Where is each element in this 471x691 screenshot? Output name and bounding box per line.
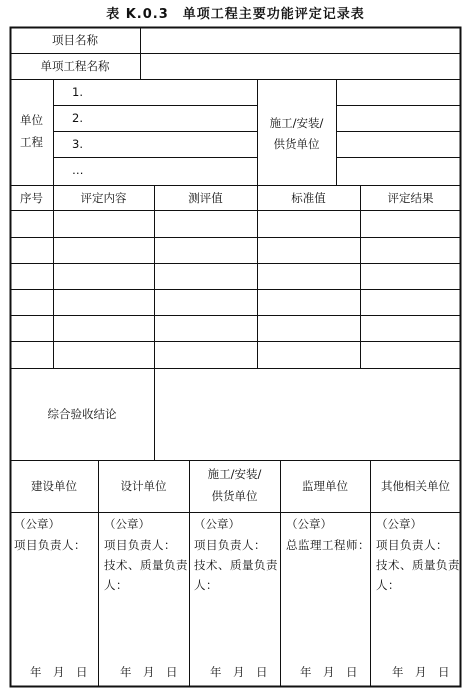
party-seal-other: （公章） [376, 517, 422, 531]
party-date-other: 年 月 日 [392, 665, 450, 679]
header-no: 序号 [20, 191, 43, 205]
party-seal-supervision: （公章） [286, 517, 332, 531]
party-date-design: 年 月 日 [120, 665, 178, 679]
party-header-contractor-line2: 供货单位 [211, 489, 258, 503]
party-sign-other-1: 项目负责人： [376, 538, 448, 552]
page-title: 表 K.0.3 单项工程主要功能评定记录表 [106, 7, 365, 22]
party-header-construction: 建设单位 [31, 479, 77, 493]
party-date-supervision: 年 月 日 [300, 665, 358, 679]
contractor-label-line1: 施工/安装/ [269, 116, 324, 130]
party-sign-contractor-1: 项目负责人： [194, 538, 266, 552]
contractor-label-line2: 供货单位 [273, 137, 320, 151]
sub-project-name-label: 单项工程名称 [40, 59, 110, 73]
party-sign-other-2: 技术、质量负责人： [376, 558, 460, 592]
conclusion-label: 综合验收结论 [47, 407, 117, 421]
party-seal-design: （公章） [104, 517, 150, 531]
party-seal-construction: （公章） [14, 517, 60, 531]
header-measured: 测评值 [188, 191, 223, 205]
project-name-label: 项目名称 [52, 33, 98, 47]
unit-item-more: … [72, 163, 84, 177]
unit-label-line2: 工程 [20, 135, 43, 149]
unit-item-3: 3. [72, 137, 83, 151]
unit-item-1: 1. [72, 85, 83, 99]
party-sign-design-2: 技术、质量负责人： [104, 558, 188, 592]
party-header-supervision: 监理单位 [302, 479, 348, 493]
party-header-design: 设计单位 [120, 479, 167, 493]
party-sign-supervision: 总监理工程师： [286, 538, 370, 552]
unit-item-2: 2. [72, 111, 83, 125]
header-content: 评定内容 [80, 191, 127, 205]
header-standard: 标准值 [291, 191, 326, 205]
unit-label-line1: 单位 [20, 113, 43, 127]
party-header-contractor-line1: 施工/安装/ [207, 467, 262, 481]
party-sign-construction: 项目负责人： [14, 538, 86, 552]
header-result: 评定结果 [387, 191, 434, 205]
party-date-contractor: 年 月 日 [210, 665, 268, 679]
party-header-other: 其他相关单位 [381, 479, 450, 493]
party-sign-design-1: 项目负责人： [104, 538, 176, 552]
party-sign-contractor-2: 技术、质量负责人： [194, 558, 278, 592]
party-date-construction: 年 月 日 [30, 665, 88, 679]
party-seal-contractor: （公章） [194, 517, 240, 531]
